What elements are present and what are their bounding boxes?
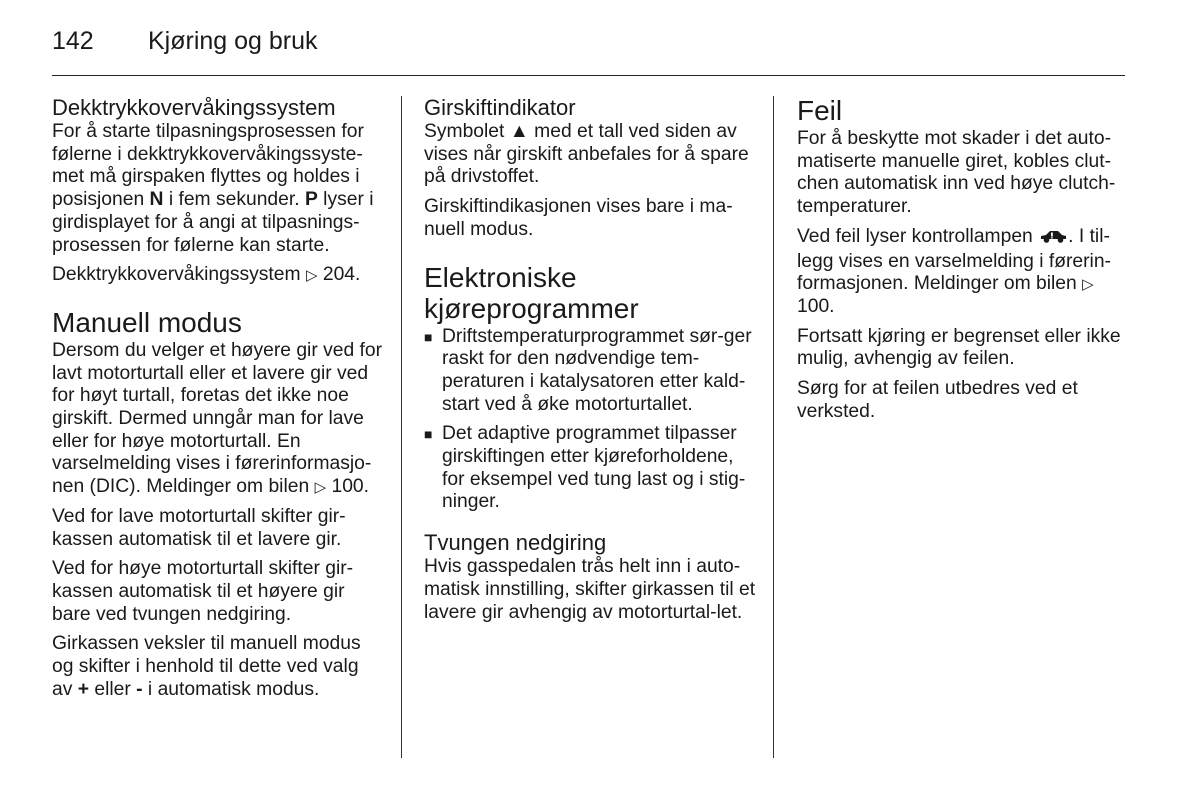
list-item: ■ Det adaptive programmet tilpasser girskiftingen etter kjøreforholdene, for eksempel ved tung last og i stig-ninger. bbox=[424, 423, 746, 513]
heading-manual-mode: Manuell modus bbox=[52, 306, 242, 338]
header-rule bbox=[52, 75, 1125, 76]
page-number: 142 bbox=[52, 27, 94, 55]
paragraph-tpms-reference: Dekktrykkovervåkingssystem ▷ 204. bbox=[52, 264, 361, 286]
gear-n-label: N bbox=[149, 189, 164, 211]
list-item: ■ Driftstemperaturprogrammet sør-ger raskt for den nødvendige tem-peraturen i katalysatoren etter kald-start ved å øke motorturtallet. bbox=[424, 325, 752, 415]
paragraph-manual-1: Dersom du velger et høyere gir ved for lavt motorturtall eller et lavere gir ved for høyt turtall, foretas det ikke noe girskift. Dermed unngår man for lave eller for høye motorturtall. En varselmelding vises i førerinformasjo-nen (DIC). Meldinger om bilen ▷ 100. bbox=[52, 339, 383, 498]
program-list bbox=[424, 326, 756, 515]
paragraph-fault-3: Fortsatt kjøring er begrenset eller ikke mulig, avhengig av feilen. bbox=[797, 325, 1121, 370]
column-divider-1 bbox=[401, 96, 402, 758]
page-reference-icon: ▷ bbox=[305, 266, 318, 285]
paragraph-fault-1: For å beskytte mot skader i det auto-matiserte manuelle giret, kobles clut-chen automatisk inn ved høye clutch-temperaturer. bbox=[797, 128, 1116, 218]
page-header bbox=[52, 26, 318, 56]
paragraph-kickdown: Hvis gasspedalen trås helt inn i auto-matisk innstilling, skifter girkassen til et lavere gir avhengig av motorturtal-let. bbox=[424, 556, 756, 623]
page-reference[interactable]: 100. bbox=[797, 295, 835, 317]
paragraph-fault-4: Sørg for at feilen utbedres ved et verksted. bbox=[797, 378, 1078, 422]
paragraph-manual-2: Ved for lave motorturtall skifter gir-kassen automatisk til et lavere gir. bbox=[52, 505, 346, 550]
column-2 bbox=[424, 95, 756, 631]
minus-label: - bbox=[136, 678, 143, 700]
page-reference[interactable]: 100. bbox=[331, 476, 369, 498]
page-reference-icon: ▷ bbox=[1082, 275, 1094, 294]
heading-kickdown: Tvungen nedgiring bbox=[424, 530, 607, 556]
paragraph-gear-indicator-2: Girskiftindikasjonen vises bare i ma-nuell modus. bbox=[424, 196, 733, 240]
paragraph-gear-indicator-1: Symbolet ▲ med et tall ved siden av vises når girskift anbefales for å spare på drivstoffet. bbox=[424, 121, 749, 188]
heading-gear-indicator: Girskiftindikator bbox=[424, 95, 576, 120]
paragraph-tpms-calibration: For å starte tilpasningsprosessen for følerne i dekktrykkovervåkingssyste-met må girspaken flyttes og holdes i posisjonen N i fem sekunder. P lyser i girdisplayet for å angi at tilpasnings-prosessen for følerne kan starte. bbox=[52, 121, 374, 256]
bullet-square-icon: ■ bbox=[424, 426, 433, 443]
paragraph-fault-2: Ved feil lyser kontrollampen . I til-legg vises en varselmelding i førerin-formasjonen. Meldinger om bilen ▷ 100. bbox=[797, 225, 1111, 317]
bullet-square-icon: ■ bbox=[424, 328, 433, 345]
heading-fault: Feil bbox=[797, 95, 843, 126]
plus-label: + bbox=[77, 678, 89, 700]
column-divider-2 bbox=[773, 96, 774, 758]
page-reference[interactable]: 204. bbox=[322, 264, 361, 286]
section-title: Kjøring og bruk bbox=[148, 27, 318, 55]
page-reference-icon: ▷ bbox=[314, 478, 327, 497]
paragraph-manual-4: Girkassen veksler til manuell modus og skifter i henhold til dette ved valg av + eller - i automatisk modus. bbox=[52, 633, 361, 700]
heading-tpms: Dekktrykkovervåkingssystem bbox=[52, 95, 336, 120]
paragraph-manual-3: Ved for høye motorturtall skifter gir-kassen automatisk til et høyere gir bare ved tvungen nedgiring. bbox=[52, 558, 354, 625]
column-1 bbox=[52, 95, 384, 708]
column-3 bbox=[797, 95, 1129, 430]
car-fault-icon bbox=[1038, 228, 1068, 251]
heading-electronic-programs: Elektroniske kjøreprogrammer bbox=[424, 261, 639, 324]
gear-p-label: P bbox=[304, 189, 318, 211]
upshift-triangle-icon: ▲ bbox=[509, 121, 529, 142]
